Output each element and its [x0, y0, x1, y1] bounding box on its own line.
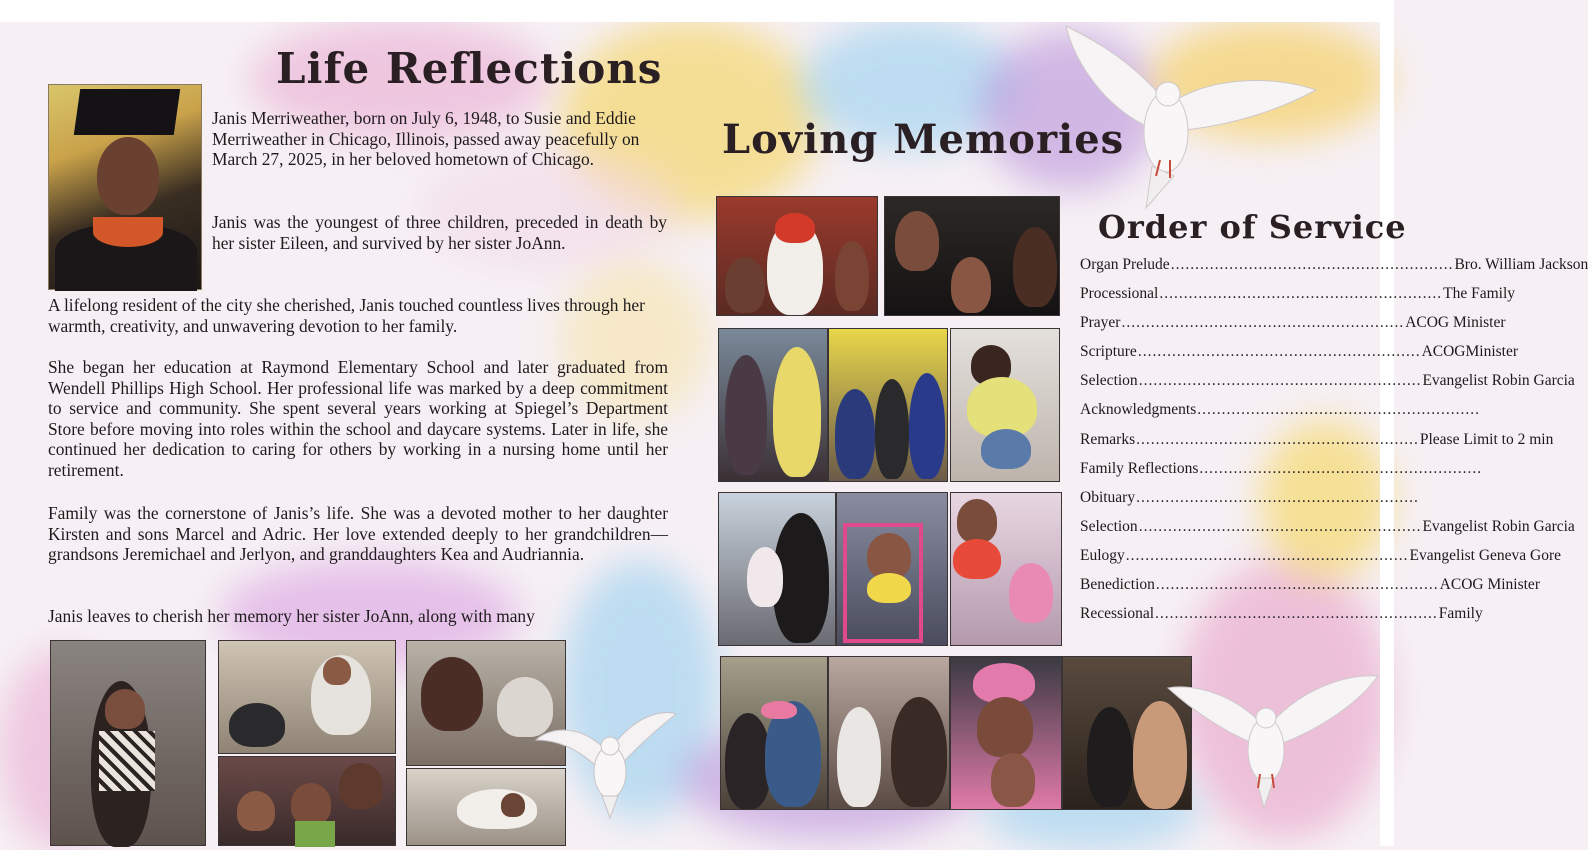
memory-photo: [718, 492, 836, 646]
obituary-paragraph: She began her education at Raymond Elementary School and later graduated from Wendell Phillips High School. Her professional life was marked by a deep commitment to service and community. She spent several years working at Spiegel’s Department Store before moving into roles within the school and daycare systems. Later in life, she continued her dedication to caring for others by working in a nursing home until her retirement.: [48, 357, 668, 480]
dove-icon: [536, 700, 676, 820]
obituary-paragraph: Family was the cornerstone of Janis’s life. She was a devoted mother to her daughter Kirsten and sons Marcel and Adric. Her love extended deeply to her grandchildren—grandsons Jeremichael and Jerlyon, and granddaughters Kea and Audriannia.: [48, 503, 668, 565]
service-item: Organ Prelude .......................................................... Bro. William Jackson: [1080, 256, 1588, 273]
service-item: Selection .......................................................... Evangelist Robin Garcia: [1080, 372, 1575, 390]
service-item: Family Reflections ..........................................................: [1080, 459, 1483, 477]
memory-photo: [884, 196, 1060, 316]
graduation-portrait: [48, 84, 202, 290]
dove-icon: [1168, 670, 1378, 810]
top-margin: [0, 0, 1394, 22]
service-item: Benediction .......................................................... ACOG Minister: [1080, 576, 1540, 594]
memory-photo: [718, 328, 828, 482]
memory-photo: [950, 492, 1062, 646]
service-item: Processional .......................................................... The Family: [1080, 285, 1516, 303]
service-item: Acknowledgments ..........................................................: [1080, 401, 1480, 419]
service-item: Scripture .......................................................... ACOGMinister: [1080, 343, 1519, 361]
memory-photo: [720, 656, 828, 810]
memory-photo: [828, 656, 950, 810]
obituary-paragraph: Janis Merriweather, born on July 6, 1948, to Susie and Eddie Merriweather in Chicago, Illinois, passed away peacefully on March 27, 2025, in her beloved hometown of Chicago.: [212, 108, 640, 170]
memory-photo: [950, 656, 1062, 810]
family-photo: [50, 640, 206, 846]
right-margin: [1380, 0, 1394, 846]
dove-icon: [1066, 26, 1326, 210]
family-photo: [218, 756, 396, 846]
order-of-service-list: [1080, 256, 1588, 634]
order-of-service-title: Order of Service: [1098, 208, 1407, 246]
life-reflections-title: Life Reflections: [276, 44, 663, 93]
obituary-paragraph: Janis leaves to cherish her memory her sister JoAnn, along with many: [48, 606, 535, 626]
memory-photo: [828, 328, 948, 482]
memory-photo: [836, 492, 948, 646]
obituary-paragraph: A lifelong resident of the city she cherished, Janis touched countless lives through her warmth, creativity, and unwavering devotion to her family.: [48, 295, 645, 336]
family-photo: [218, 640, 396, 754]
service-item: Obituary ..........................................................: [1080, 488, 1419, 506]
memory-photo: [950, 328, 1060, 482]
loving-memories-title: Loving Memories: [722, 116, 1125, 163]
service-item: Eulogy .......................................................... Evangelist Geneva Gore: [1080, 546, 1562, 564]
service-item: Prayer .......................................................... ACOG Minister: [1080, 314, 1506, 332]
service-item: Remarks .......................................................... Please Limit to 2 min: [1080, 430, 1554, 448]
service-item: Selection .......................................................... Evangelist Robin Garcia: [1080, 517, 1575, 535]
memory-photo: [716, 196, 878, 316]
service-item: Recessional .......................................................... Family: [1080, 605, 1483, 623]
obituary-paragraph: Janis was the youngest of three children, preceded in death by her sister Eileen, and survived by her sister JoAnn.: [212, 212, 667, 253]
